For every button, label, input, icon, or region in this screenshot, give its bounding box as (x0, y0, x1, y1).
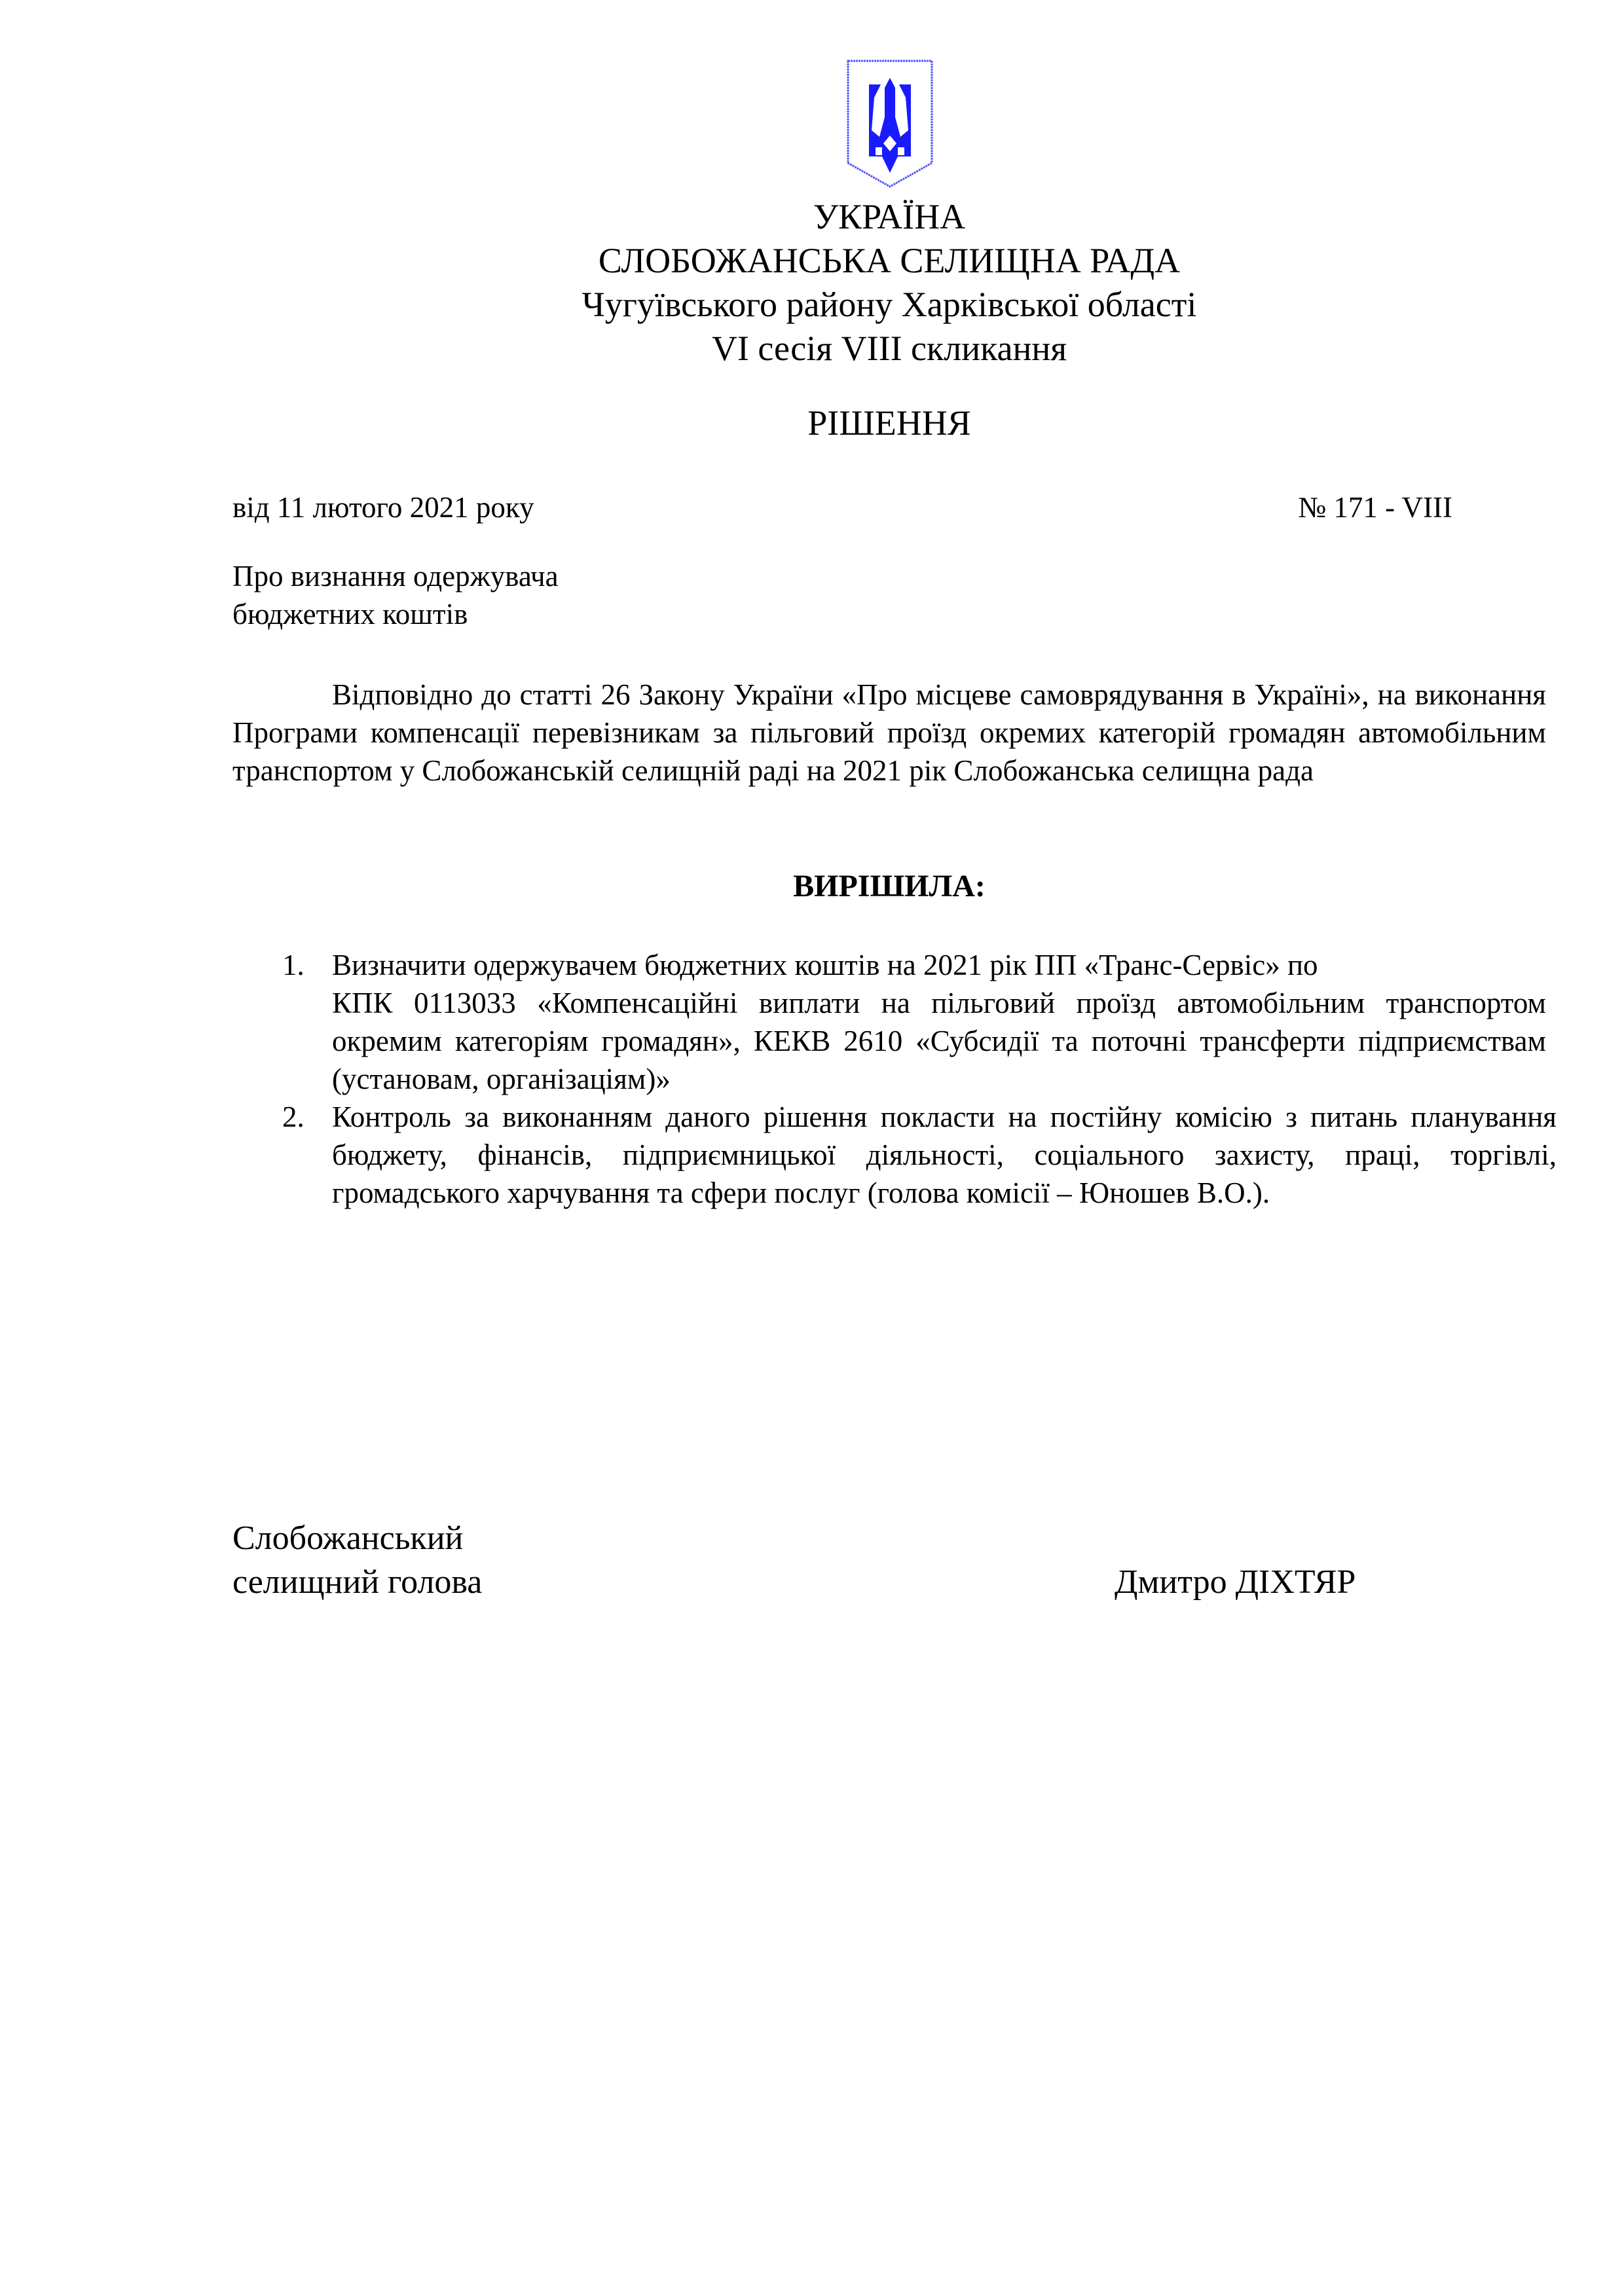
subject-line-1: Про визнання одержувача (232, 560, 559, 592)
list-item-2-text: Контроль за виконанням даного рішення покласти на постійну комісію з питань планування бюджету, фінансів, підприємницької діяльності, соціального захисту, праці, торгівлі, громадського харчування та сфери послуг (голова комісії – Юношев В.О.). (332, 1101, 1557, 1209)
preamble-paragraph: Відповідно до статті 26 Закону України «Про місцеве самоврядування в Україні», на виконання Програми компенсації перевізникам за пільговий проїзд окремих категорій громадян автомобільним транспортом у Слобожанській селищній раді на 2021 рік Слобожанська селищна рада (232, 678, 1546, 787)
header-district: Чугуївського району Харківської області (581, 285, 1197, 324)
header-session: VI сесія VIII скликання (711, 329, 1067, 368)
list-item-1-first-line: Визначити одержувачем бюджетних коштів на 2021 рік ПП «Транс-Сервіс» по (332, 949, 1318, 981)
signature-title-line-2: селищний голова (232, 1563, 483, 1601)
header-council: СЛОБОЖАНСЬКА СЕЛИЩНА РАДА (598, 241, 1181, 280)
list-item-number: 1. (282, 949, 304, 981)
subject-line-2: бюджетних коштів (232, 598, 468, 630)
signature-title-line-1: Слобожанський (232, 1520, 464, 1557)
resolved-heading: ВИРІШИЛА: (793, 869, 986, 903)
list-item-1-text: КПК 0113033 «Компенсаційні виплати на пільговий проїзд автомобільним транспортом окремим категоріям громадян», КЕКВ 2610 «Субсидії та поточні трансферти підприємствам (установам, організаціям)» (332, 987, 1546, 1095)
header-country: УКРАЇНА (813, 197, 966, 236)
decision-number: № 171 - VIII (1298, 491, 1452, 524)
decision-date: від 11 лютого 2021 року (232, 491, 534, 524)
list-item-number: 2. (282, 1101, 304, 1133)
signature-name: Дмитро ДІХТЯР (1115, 1563, 1356, 1601)
coat-of-arms-emblem (845, 58, 934, 189)
document-type: РІШЕННЯ (807, 403, 971, 443)
